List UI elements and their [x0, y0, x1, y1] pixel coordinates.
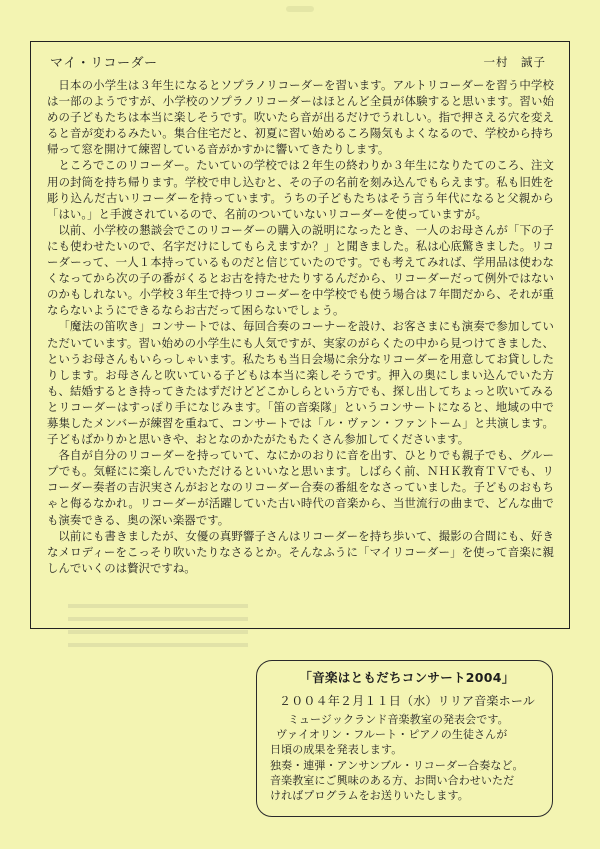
concert-line: 独奏・連弾・アンサンブル・リコーダー合奏など。 [270, 758, 524, 772]
concert-line: 日頃の成果を発表します。 [270, 743, 403, 757]
bleed-through-texture [68, 604, 248, 664]
essay-title: マイ・リコーダー [50, 56, 158, 71]
essay-paragraph: 日本の小学生は３年生になるとソプラノリコーダーを習います。アルトリコーダーを習う中学校は一部のようですが、小学校のソプラノリコーダーはほとんど全員が体験すると思います。習い始めの子どもたちは本当に楽しそうです。吹いたら音が出るだけでうれしい。指で押さえる穴を変えると音が変わるみたい。集合住宅だと、初夏に習い始めるころ陽気もよくなるので、学校から持ち帰って窓を開けて練習している音がかすかに響いてきたりします。 [47, 78, 554, 157]
concert-line: ミュージックランド音楽教室の発表会です。 [288, 713, 509, 726]
concert-line: ければプログラムをお送りいたします。 [270, 789, 469, 803]
concert-title: 「音楽はともだちコンサート2004」 [299, 670, 515, 685]
concert-line: ヴァイオリン・フルート・ピアノの生徒さんが [276, 728, 508, 742]
essay-header [47, 52, 554, 74]
essay-paragraph: 以前、小学校の懇談会でこのリコーダーの購入の説明になったとき、一人のお母さんが「下の子にも使わせたいので、名字だけにしてもらえますか？」と聞きました。私は心底驚きました。リコーダーって、一人１本持っているものだと信じていたのです。でも考えてみれば、学用品は使わなくなってから次の子の番がくるとお古を持たせたりするんだから、リコーダーだって例外ではないのかもしれない。小学校３年生で持つリコーダーを中学校でも使う場合は７年間だから、それが重ならないようにできるならお古だって困らないでしょう。 [47, 222, 554, 318]
essay-paragraph: 各自が自分のリコーダーを持っていて、なにかのおりに音を出す、ひとりでも親子でも、グループでも。気軽にに楽しんでいただけるといいなと思います。しばらく前、ＮＨＫ教育ＴＶでも、リコーダー奏者の吉沢実さんがおとなのリコーダー合奏の番組をなさっていました。子どものおもちゃと侮るなかれ。リコーダーが活躍していた古い時代の音楽から、当世流行の曲まで、どんな曲でも演奏できる、奥の深い楽器です。 [47, 448, 554, 527]
concert-line: 音楽教室にご興味のある方、お問い合わせいただ [270, 773, 515, 787]
page-top-mark [286, 6, 314, 12]
concert-notice-box [256, 660, 553, 817]
essay-paragraph: 以前にも書きましたが、女優の真野響子さんはリコーダーを持ち歩いて、撮影の合間にも、好きなメロディーをこっそり吹いたりなさるとか。そんなふうに「マイリコーダー」を使って音楽に親しんでいくのは贅沢ですね。 [47, 528, 554, 575]
essay-body [47, 77, 554, 576]
essay-author: 一村 誠子 [483, 55, 546, 69]
concert-date: ２００４年２月１１日（水）リリア音楽ホール [279, 694, 535, 708]
essay-box [30, 41, 570, 629]
essay-paragraph: ところでこのリコーダー。たいていの学校では２年生の終わりか３年生になりたてのころ、注文用の封筒を持ち帰ります。学校で申し込むと、その子の名前を刻み込んでもらえます。私も旧姓を彫り込んだ古いリコーダーを持っています。うちの子どもたちはそう言う年代になると父親から「はい。」と手渡されているので、名前のついていないリコーダーを使っていますが。 [47, 158, 554, 221]
essay-paragraph: 「魔法の笛吹き」コンサートでは、毎回合奏のコーナーを設け、お客さまにも演奏で参加していただいています。習い始めの小学生にも人気ですが、実家のがらくたの中から見つけてきました、というお母さんもいらっしゃいます。私たちも当日会場に余分なリコーダーを用意してお貸ししたりします。お母さんと吹いている子どもは本当に楽しそうです。押入の奥にしまい込んでいた方も、結婚するとき持ってきたはずだけどどこかしらという方でも、探し出してちょっと吹いてみるとリコーダーはすっぽり手になじみます。「笛の音楽隊」というコンサートになると、地域の中で募集したメンバーが練習を重ねて、コンサートでは「ル・ヴァン・ファントーム」と共演します。子どもばかりかと思いきや、おとなのかたがたもたくさん参加してくださいます。 [47, 319, 554, 447]
